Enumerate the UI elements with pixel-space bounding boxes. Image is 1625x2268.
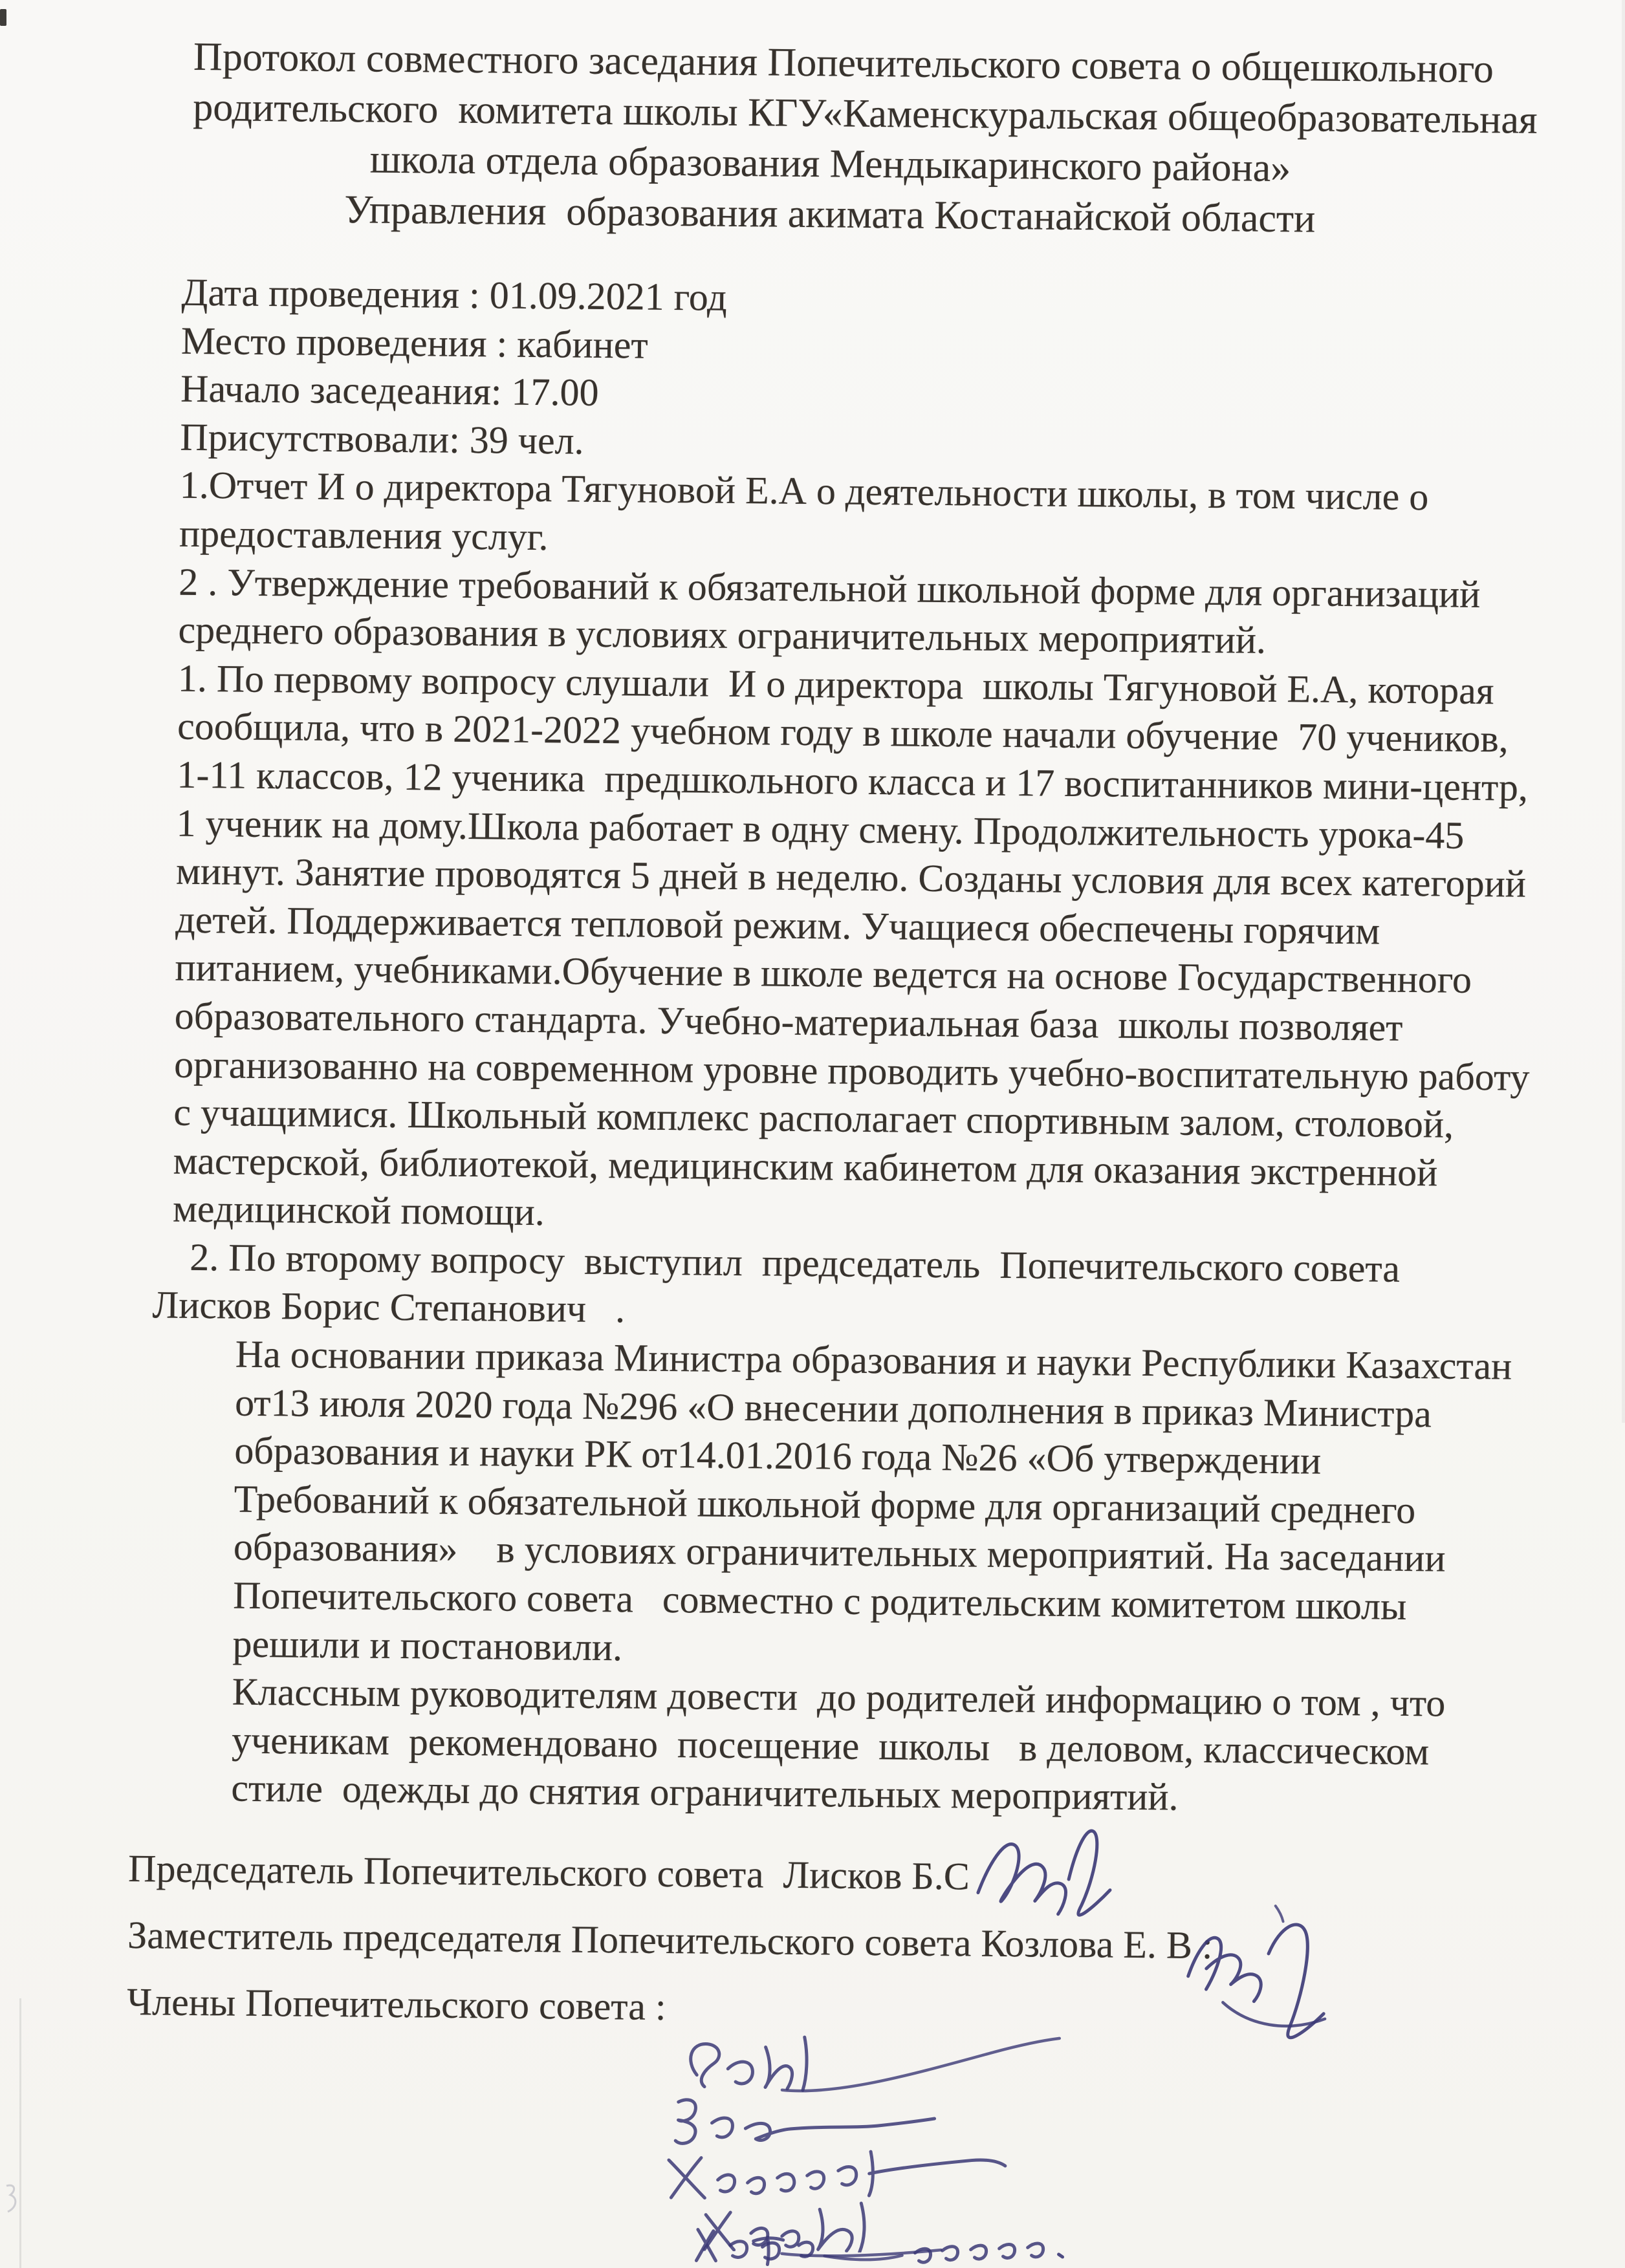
- text-line: медицинской помощи.: [172, 1187, 545, 1234]
- text-line: стиле одежды до снятия ограничительных мероприятий.: [231, 1766, 1179, 1819]
- text-line: Классным руководителям довести до родителей информацию о том , что: [232, 1670, 1446, 1725]
- document-title: [191, 32, 1538, 246]
- document-body: [0, 266, 1622, 1826]
- text-line: образовательного стандарта. Учебно-материальная база школы позволяет: [174, 994, 1403, 1049]
- text-line: Требований к обязательной школьной форме для организаций среднего: [234, 1477, 1416, 1531]
- text-line: Начало заседеания: 17.00: [180, 367, 599, 415]
- member-signature-6: [740, 2229, 1103, 2268]
- text-line: 2. По второму вопросу выступил председатель Попечительского совета: [189, 1235, 1401, 1290]
- faint-pencil-mark: [1, 2179, 21, 2218]
- text-line: Дата проведения : 01.09.2021 год: [181, 270, 727, 319]
- text-line: мастерской, библиотекой, медицинским кабинетом для оказания экстренной: [173, 1139, 1438, 1194]
- text-line: Протокол совместного заседания Попечительского совета о общешкольного: [193, 34, 1494, 92]
- signoff-block: [0, 1834, 1608, 2049]
- text-line: от13 июля 2020 года №296 «О внесении дополнения в приказ Министра: [234, 1381, 1432, 1435]
- scan-speck: [0, 9, 6, 26]
- text-line: с учащимися. Школьный комплекс располагает спортивным залом, столовой,: [173, 1090, 1454, 1146]
- text-line: сообщила, что в 2021-2022 учебном году в школе начали обучение 70 учеников,: [177, 705, 1509, 761]
- text-line: предоставления услуг.: [179, 512, 549, 559]
- text-line: среднего образования в условиях ограничительных мероприятий.: [178, 608, 1267, 662]
- text-line: Попечительского совета совместно с родительским комитетом школы: [232, 1573, 1407, 1628]
- text-line: Лисков Борис Степанович .: [152, 1283, 626, 1331]
- scan-edge-line: [19, 1998, 21, 2268]
- scan-edge-shadow: [1622, 0, 1625, 1423]
- text-line: родительского комитета школы КГУ«Каменскуральская общеобразовательная: [193, 85, 1538, 142]
- text-line: минут. Занятие проводятся 5 дней в неделю. Созданы условия для всех категорий: [175, 849, 1527, 905]
- text-line: школа отдела образования Мендыкаринского района»: [369, 137, 1291, 191]
- text-line: ученикам рекомендовано посещение школы в деловом, классическом: [231, 1718, 1430, 1773]
- text-line: На основании приказа Министра образования и науки Республики Казахстан: [235, 1332, 1512, 1388]
- text-line: Управления образования акимата Костанайской области: [344, 188, 1316, 241]
- member-signature-3: [655, 2144, 1018, 2203]
- text-line: детей. Поддерживается тепловой режим. Учащиеся обеспечены горячим: [175, 898, 1380, 953]
- text-line: 1.Отчет И о директора Тягуновой Е.А о деятельности школы, в том числе о: [179, 464, 1429, 519]
- text-line: Место проведения : кабинет: [180, 319, 648, 367]
- chairman-signature: [966, 1816, 1116, 1927]
- text-line: образования и науки РК от14.01.2016 года №26 «Об утверждении: [234, 1429, 1322, 1482]
- text-line: Присутствовали: 39 чел.: [180, 415, 584, 462]
- text-line: питанием, учебниками.Обучение в школе ведется на основе Государственного: [175, 945, 1472, 1002]
- text-line: Члены Попечительского совета :: [126, 1980, 666, 2029]
- text-line: 1. По первому вопросу слушали И о директора школы Тягуновой Е.А, которая: [177, 656, 1494, 712]
- text-line: организованно на современном уровне проводить учебно-воспитательную работу: [173, 1042, 1530, 1099]
- text-line: 1-11 классов, 12 ученика предшкольного класса и 17 воспитанников мини-центр,: [177, 753, 1529, 809]
- text-line: 2 . Утверждение требований к обязательной школьной форме для организаций: [179, 560, 1481, 616]
- text-line: Заместитель председателя Попечительского совета Козлова Е. В :: [127, 1914, 1213, 1967]
- deputy-signature: [1177, 1899, 1340, 2058]
- text-line: 1 ученик на дому.Школа работает в одну смену. Продолжительность урока-45: [176, 801, 1465, 857]
- text-line: Председатель Попечительского совета Лисков Б.С: [127, 1847, 970, 1898]
- text-line: решили и постановили.: [232, 1622, 623, 1669]
- text-line: образования» в условиях ограничительных мероприятий. На заседании: [233, 1526, 1446, 1580]
- member-signature-2: [660, 2093, 945, 2151]
